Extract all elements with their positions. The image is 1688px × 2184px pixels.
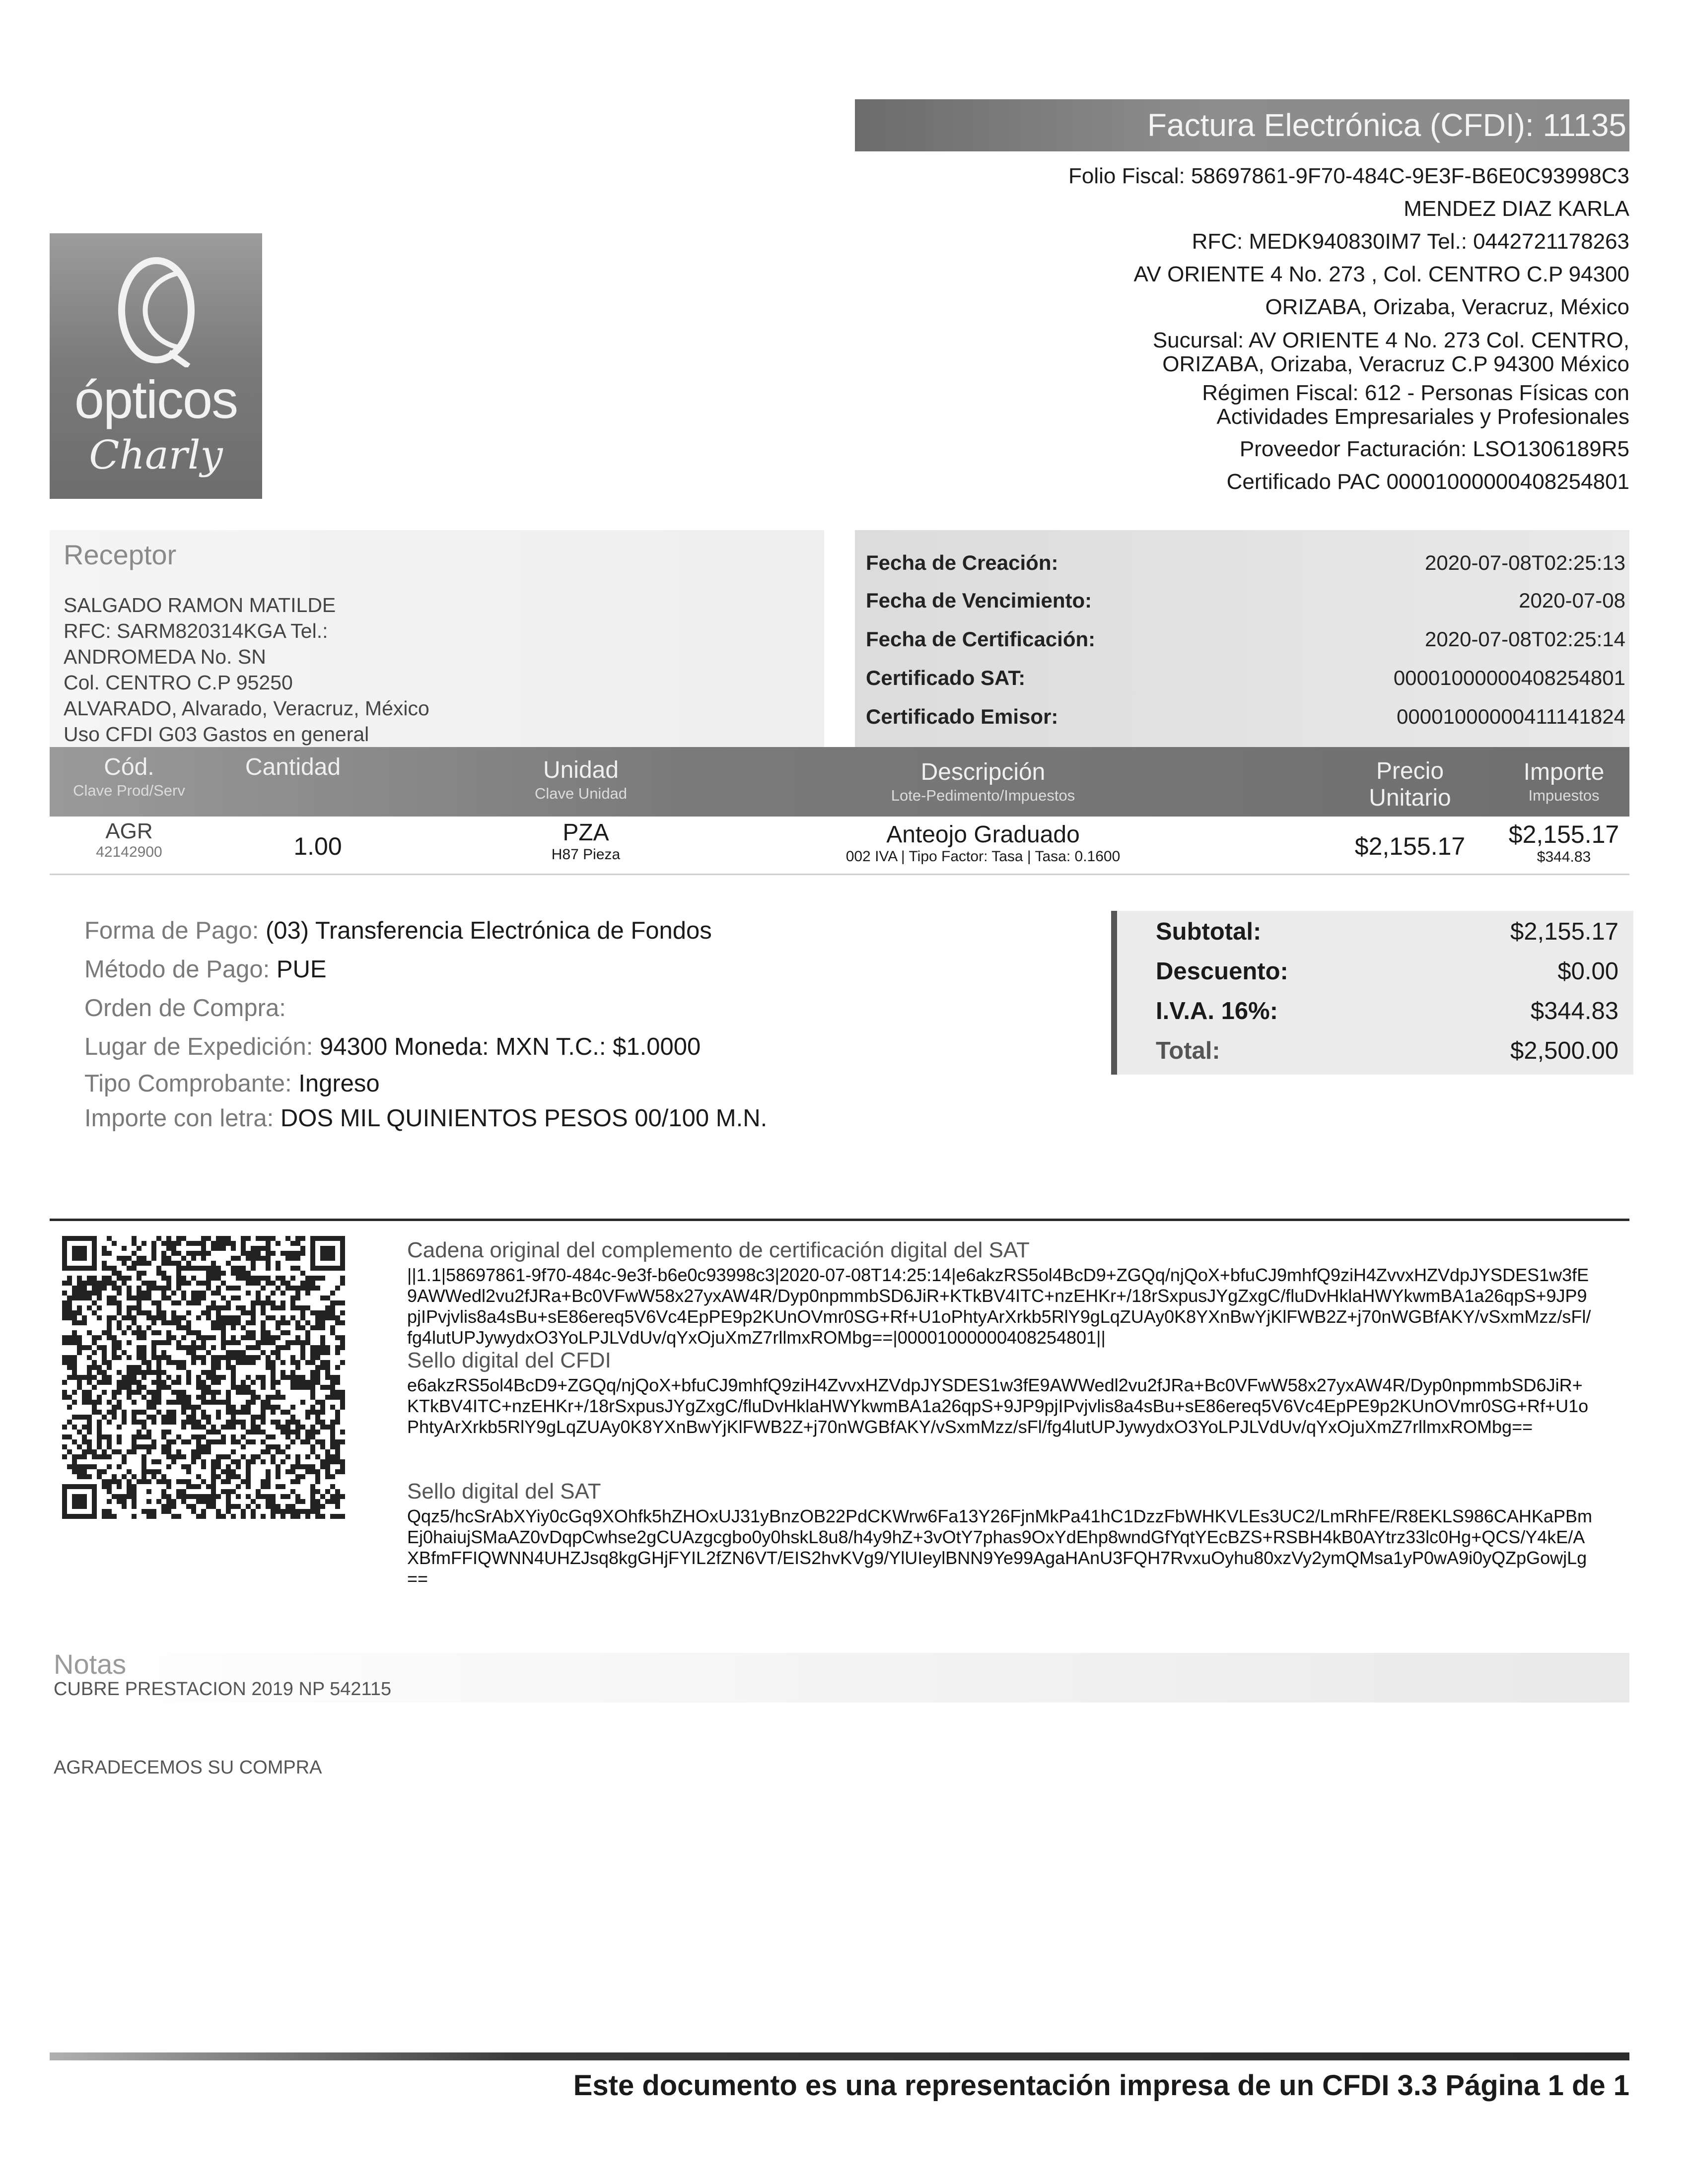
receptor-colonia: Col. CENTRO C.P 95250 [64, 671, 293, 694]
date-row [866, 544, 1625, 582]
footer-line [50, 2052, 1629, 2060]
forma-pago: Forma de Pago: (03) Transferencia Electrónica de Fondos [84, 917, 712, 944]
logo-word: ópticos [74, 369, 238, 429]
item-qty: 1.00 [293, 832, 342, 860]
section-divider [50, 1219, 1629, 1221]
item-amount-tax: $344.83 [1537, 849, 1591, 865]
totals-row: I.V.A. 16%: $344.83 [1156, 998, 1618, 1024]
sello-sat-text: Qqz5/hcSrAbXYiy0cGq9XOhfk5hZHOxUJ31yBnzOB22PdCKWrw6Fa13Y26FjnMkPa41hC1DzzFbWHKVLEs3UC2/LmRhFE/R8EKLS986CAHKaPBmEj0haiujSMaAZ0vDqpCwhse2gCUAzgcgbo0y0hskL8u8/h4y9hZ+3vOtY7phas9OxYdEhp8wndGfYqtYEcBZS+RSBH4kB0AYtrz33lc0Hg+QCS/Y4kE/AXBfmFFIQWNN4UHZJsq8kgGHjFYIL2fZN6VT/EIS2hvKVg9/YlUIeylBNN9Ye99AgaHAnU3FQH7RvxuOyhu80xzVy2ymQMsa1yP0wA9i0yQZpGowjLg== [407, 1506, 1592, 1589]
notes-title: Notas [54, 1648, 127, 1680]
cadena-title: Cadena original del complemento de certificación digital del SAT [407, 1238, 1030, 1262]
receptor-rfc: RFC: SARM820314KGA Tel.: [64, 619, 328, 642]
date-value: 2020-07-08 [1519, 589, 1625, 612]
metodo-pago: Método de Pago: PUE [84, 956, 327, 983]
table-row [50, 819, 1629, 875]
issuer-regimen: Régimen Fiscal: 612 - Personas Físicas con Actividades Empresariales y Profesionales [1202, 381, 1629, 429]
date-value: 00001000000411141824 [1397, 705, 1625, 728]
totals-row: Descuento: $0.00 [1156, 958, 1618, 985]
folio-fiscal: Folio Fiscal: 58697861-9F70-484C-9E3F-B6E0C93998C3 [1068, 164, 1629, 188]
sello-sat-title: Sello digital del SAT [407, 1479, 601, 1503]
lugar-expedicion: Lugar de Expedición: 94300 Moneda: MXN T.C.: $1.0000 [84, 1033, 701, 1060]
item-price: $2,155.17 [1354, 832, 1466, 860]
issuer-rfc: RFC: MEDK940830IM7 Tel.: 0442721178263 [1192, 229, 1629, 254]
date-label: Fecha de Creación: [866, 551, 1058, 574]
col-header-importe: Importe Impuestos [1523, 759, 1605, 804]
totals-row: Total: $2,500.00 [1156, 1037, 1618, 1064]
tipo-comprobante: Tipo Comprobante: Ingreso [84, 1070, 380, 1097]
notes-text: CUBRE PRESTACION 2019 NP 542115 [54, 1679, 392, 1700]
item-code-sub: 42142900 [96, 844, 162, 860]
logo-mark-icon [104, 253, 209, 367]
item-unit: PZA [563, 819, 609, 846]
issuer-address-1: AV ORIENTE 4 No. 273 , Col. CENTRO C.P 94300 [1133, 262, 1629, 286]
date-label: Fecha de Certificación: [866, 627, 1096, 651]
issuer-name: MENDEZ DIAZ KARLA [1404, 197, 1629, 221]
receptor-street: ANDROMEDA No. SN [64, 645, 266, 668]
date-value: 2020-07-08T02:25:13 [1425, 551, 1625, 574]
item-description-sub: 002 IVA | Tipo Factor: Tasa | Tasa: 0.1600 [845, 848, 1121, 865]
col-header-descripcion: Descripción Lote-Pedimento/Impuestos [891, 759, 1075, 804]
receptor-title: Receptor [64, 539, 177, 570]
date-value: 00001000000408254801 [1393, 666, 1625, 689]
receptor-uso-cfdi: Uso CFDI G03 Gastos en general [64, 723, 369, 746]
date-row [866, 698, 1625, 736]
importe-letra: Importe con letra: DOS MIL QUINIENTOS PESOS 00/100 M.N. [84, 1105, 768, 1132]
issuer-proveedor: Proveedor Facturación: LSO1306189R5 [1239, 437, 1629, 461]
receptor-details [64, 592, 429, 747]
issuer-address-2: ORIZABA, Orizaba, Veracruz, México [1265, 295, 1629, 319]
receptor-name: SALGADO RAMON MATILDE [64, 594, 336, 616]
invoice-title: Factura Electrónica (CFDI): 11135 [855, 99, 1629, 151]
date-label: Fecha de Vencimiento: [866, 589, 1092, 612]
issuer-certificado-pac: Certificado PAC 00001000000408254801 [1226, 470, 1629, 494]
sello-cfdi-text: e6akzRS5ol4BcD9+ZGQq/njQoX+bfuCJ9mhfQ9ziH4ZvvxHZVdpJYSDES1w3fE9AWWedl2vu2fJRa+Bc0VFwW58x27yxAW4R/Dyp0npmmbSD6JiR+KTkBV4ITC+nzEHKr+/18rSxpusJYgZxgC/fluDvHklaHWYkwmBA1a26qpS+9JP9pjIPvjvlis8a4sBu+sE86ereq5V6Vc4EpPE9p2KUnOVmr0SG+Rf+U1oPhtyArXrkb5RlY9gLqZUAy0K8YXnBwYjKlFWB2Z+j70nWGBfAKY/vSxmMzz/sFl/fg4lutUPJywydxO3YoLPJLVdUv/qYxOjuXmZ7rllmxROMbg== [407, 1375, 1589, 1437]
cadena-text: ||1.1|58697861-9f70-484c-9e3f-b6e0c93998c3|2020-07-08T14:25:14|e6akzRS5ol4BcD9+ZGQq/njQoX+bfuCJ9mhfQ9ziH4ZvvxHZVdpJYSDES1w3fE9AWWedl2vu2fJRa+Bc0VFwW58x27yxAW4R/Dyp0npmmbSD6JiR+KTkBV4ITC+nzEHKr+/18rSxpusJYgZxgC/fluDvHklaHWYkwmBA1a26qpS+9JP9pjIPvjvlis8a4sBu+sE86ereq5V6Vc4EpPE9p2KUnOVmr0SG+Rf+U1oPhtyArXrkb5RlY9gLqZUAy0K8YXnBwYjKlFWB2Z+j70nWGBfAKY/vSxmMzz/sFl/fg4lutUPJywydxO3YoLPJLVdUv/qYxOjuXmZ7rllmxROMbg==|00001000000408254801|| [407, 1265, 1591, 1348]
col-header-precio: Precio Unitario [1369, 758, 1451, 811]
issuer-block [686, 160, 1629, 498]
thanks-text: AGRADECEMOS SU COMPRA [54, 1757, 322, 1778]
receptor-city: ALVARADO, Alvarado, Veracruz, México [64, 697, 429, 720]
logo-script: Charly [89, 432, 223, 478]
item-code: AGR [105, 819, 153, 843]
payment-info [84, 911, 767, 1136]
totals-panel [1111, 911, 1633, 1075]
items-table-header [50, 747, 1629, 817]
footer-text: Este documento es una representación impresa de un CFDI 3.3 Página 1 de 1 [573, 2069, 1629, 2102]
item-unit-sub: H87 Pieza [551, 846, 621, 863]
date-row [866, 582, 1625, 619]
date-label: Certificado Emisor: [866, 705, 1058, 728]
issuer-sucursal: Sucursal: AV ORIENTE 4 No. 273 Col. CENTRO, ORIZABA, Orizaba, Veracruz C.P 94300 México [1152, 328, 1629, 376]
sello-cfdi-title: Sello digital del CFDI [407, 1348, 611, 1372]
totals-row: Subtotal: $2,155.17 [1156, 918, 1618, 945]
company-logo [50, 233, 262, 499]
item-amount: $2,155.17 [1508, 820, 1619, 848]
date-value: 2020-07-08T02:25:14 [1425, 627, 1625, 651]
date-row [866, 659, 1625, 697]
col-header-code: Cód. Clave Prod/Serv [73, 754, 185, 799]
qr-code-icon [62, 1236, 345, 1519]
col-header-cantidad: Cantidad [245, 754, 341, 780]
date-row [866, 620, 1625, 658]
date-label: Certificado SAT: [866, 666, 1026, 689]
item-description: Anteojo Graduado [886, 821, 1080, 848]
col-header-unidad: Unidad Clave Unidad [534, 757, 628, 802]
orden-compra: Orden de Compra: [84, 995, 286, 1022]
